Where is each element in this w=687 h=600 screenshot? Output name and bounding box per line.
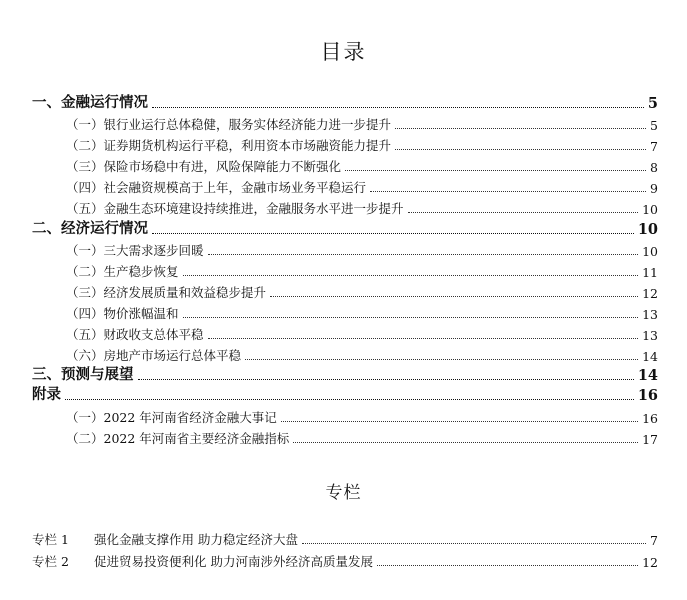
toc-subsection-entry[interactable] [0, 134, 687, 154]
toc-entry-label: （三）保险市场稳中有进，风险保障能力不断强化 [66, 159, 342, 174]
toc-subsection-entry[interactable] [0, 302, 687, 322]
toc-page-number: 16 [642, 411, 658, 426]
toc-page-number: 16 [637, 387, 658, 404]
toc-entry-label: （一）银行业运行总体稳健，服务实体经济能力进一步提升 [66, 117, 392, 132]
column-entry[interactable] [0, 528, 687, 548]
toc-subsection-entry[interactable] [0, 260, 687, 280]
toc-section-entry[interactable] [0, 92, 687, 112]
toc-subsection-entry[interactable] [0, 344, 687, 364]
column-tag: 专栏 1 [32, 532, 69, 547]
column-tag: 专栏 2 [32, 554, 69, 569]
toc-subsection-entry[interactable] [0, 427, 687, 447]
toc-subsection-entry[interactable] [0, 406, 687, 426]
toc-leader-dots [395, 149, 646, 150]
toc-page-number: 14 [642, 349, 658, 364]
toc-page-number: 17 [642, 432, 658, 447]
toc-entry-label: （二）证券期货机构运行平稳，利用资本市场融资能力提升 [66, 138, 392, 153]
toc-subsection-entry[interactable] [0, 176, 687, 196]
toc-entry-label: （四）社会融资规模高于上年，金融市场业务平稳运行 [66, 180, 367, 195]
toc-leader-dots [293, 442, 638, 443]
toc-leader-dots [345, 170, 646, 171]
toc-subsection-entry[interactable] [0, 113, 687, 133]
toc-leader-dots [208, 338, 639, 339]
toc-entry-label: 一、金融运行情况 [32, 95, 148, 111]
toc-page-number: 5 [650, 118, 658, 133]
toc-entry-label: 附录 [32, 387, 61, 403]
toc-leader-dots [183, 275, 639, 276]
toc-entry-label: （四）物价涨幅温和 [66, 306, 179, 321]
page-title: 目录 [320, 40, 367, 64]
toc-entry-label: （一）三大需求逐步回暖 [66, 243, 204, 258]
toc-entry-label: 二、经济运行情况 [32, 221, 148, 237]
toc-leader-dots [152, 233, 634, 234]
toc-page-number: 8 [650, 160, 658, 175]
toc-page-number: 7 [650, 139, 658, 154]
toc-entry-label: （二）生产稳步恢复 [66, 264, 179, 279]
toc-subsection-entry[interactable] [0, 155, 687, 175]
toc-entry-label: （六）房地产市场运行总体平稳 [66, 348, 242, 363]
toc-page-number: 11 [642, 265, 658, 280]
toc-subsection-entry[interactable] [0, 323, 687, 343]
toc-leader-dots [208, 254, 639, 255]
toc-page-number: 10 [642, 202, 658, 217]
toc-leader-dots [152, 107, 644, 108]
toc-page-number: 10 [637, 221, 658, 238]
toc-entry-label: （五）财政收支总体平稳 [66, 327, 204, 342]
toc-leader-dots [370, 191, 646, 192]
toc-section-entry[interactable] [0, 384, 687, 404]
column-page-number: 7 [650, 533, 658, 548]
toc-section-entry[interactable] [0, 218, 687, 238]
column-entry[interactable] [0, 550, 687, 570]
toc-page-number: 14 [637, 367, 658, 384]
toc-page-number: 9 [650, 181, 658, 196]
toc-page-number: 13 [642, 328, 658, 343]
toc-subsection-entry[interactable] [0, 239, 687, 259]
toc-entry-label: （二）2022 年河南省主要经济金融指标 [66, 431, 290, 446]
toc-entry-label: 三、预测与展望 [32, 367, 134, 383]
toc-entry-label: （三）经济发展质量和效益稳步提升 [66, 285, 267, 300]
toc-page-number: 10 [642, 244, 658, 259]
toc-leader-dots [270, 296, 638, 297]
toc-subsection-entry[interactable] [0, 281, 687, 301]
toc-leader-dots [183, 317, 639, 318]
toc-page-number: 13 [642, 307, 658, 322]
toc-page-number: 5 [647, 95, 658, 112]
toc-leader-dots [408, 212, 639, 213]
toc-leader-dots [281, 421, 638, 422]
toc-leader-dots [138, 379, 634, 380]
toc-section-entry[interactable] [0, 364, 687, 384]
toc-entry-label: （一）2022 年河南省经济金融大事记 [66, 410, 277, 425]
toc-leader-dots [245, 359, 638, 360]
column-leader-dots [377, 565, 638, 566]
column-page-number: 12 [642, 555, 658, 570]
columns-section-title: 专栏 [325, 483, 362, 503]
column-leader-dots [302, 543, 646, 544]
column-entry-label: 促进贸易投资便利化 助力河南涉外经济高质量发展 [94, 554, 373, 569]
column-entry-label: 强化金融支撑作用 助力稳定经济大盘 [94, 532, 298, 547]
toc-leader-dots [65, 399, 634, 400]
toc-subsection-entry[interactable] [0, 197, 687, 217]
toc-leader-dots [395, 128, 646, 129]
toc-page-number: 12 [642, 286, 658, 301]
toc-entry-label: （五）金融生态环境建设持续推进，金融服务水平进一步提升 [66, 201, 404, 216]
